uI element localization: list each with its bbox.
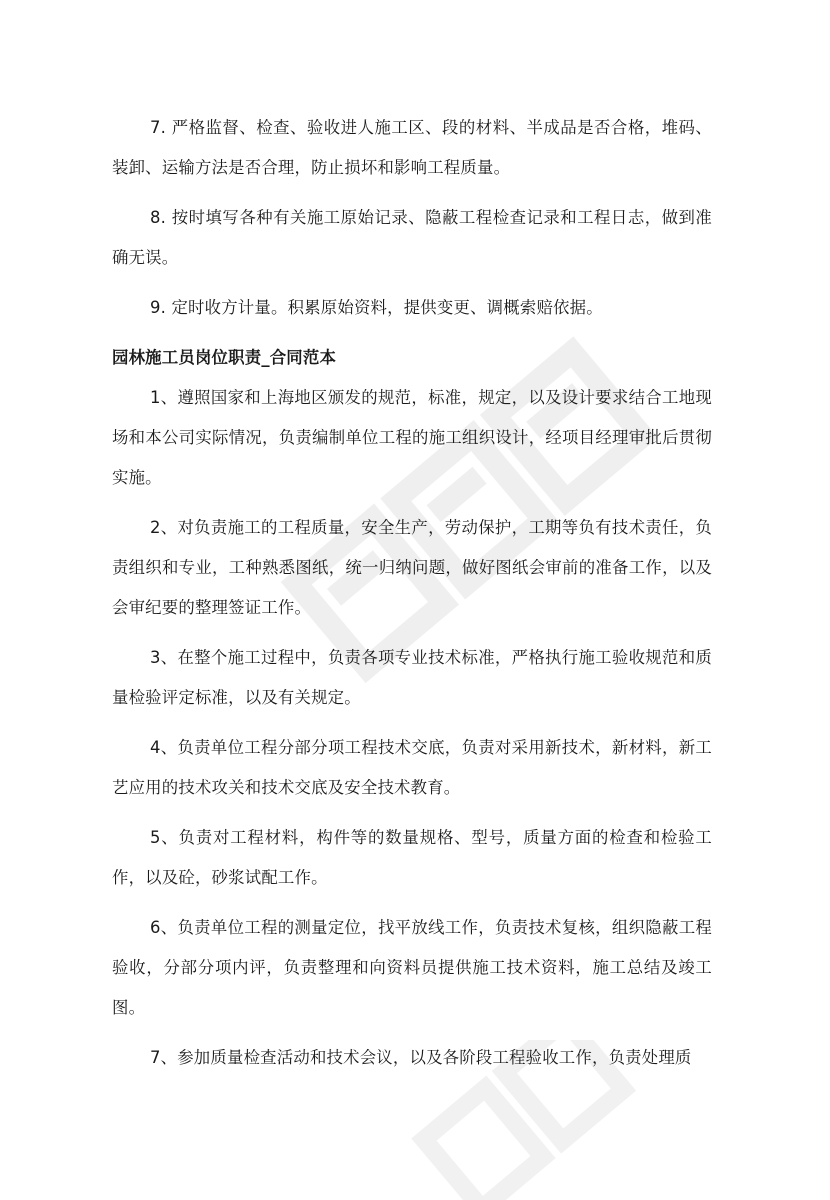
paragraph-item-7: 7. 严格监督、检查、验收进人施工区、段的材料、半成品是否合格，堆码、装卸、运输方法是否合理，防止损坏和影响工程质量。 <box>112 118 712 177</box>
duty-item-6: 6、负责单位工程的测量定位，找平放线工作，负责技术复核，组织隐蔽工程验收，分部分项内评，负责整理和向资料员提供施工技术资料，施工总结及竣工图。 <box>112 918 712 1017</box>
duty-item-7: 7、参加质量检查活动和技术会议，以及各阶段工程验收工作，负责处理质 <box>150 1048 692 1067</box>
section-title: 园林施工员岗位职责_合同范本 <box>112 348 337 367</box>
duty-item-2: 2、对负责施工的工程质量，安全生产，劳动保护，工期等负有技术责任，负责组织和专业，工种熟悉图纸，统一归纳问题，做好图纸会审前的准备工作，以及会审纪要的整理签证工作。 <box>112 518 712 617</box>
paragraph-item-9: 9. 定时收方计量。积累原始资料，提供变更、调概索赔依据。 <box>150 298 603 317</box>
duty-item-3: 3、在整个施工过程中，负责各项专业技术标准，严格执行施工验收规范和质量检验评定标准，以及有关规定。 <box>112 648 712 707</box>
paragraph-item-8: 8. 按时填写各种有关施工原始记录、隐蔽工程检查记录和工程日志，做到准确无误。 <box>112 208 712 267</box>
duty-item-5: 5、负责对工程材料，构件等的数量规格、型号，质量方面的检查和检验工作，以及砼，砂浆试配工作。 <box>112 828 712 887</box>
duty-item-1: 1、遵照国家和上海地区颁发的规范，标准，规定，以及设计要求结合工地现场和本公司实际情况，负责编制单位工程的施工组织设计，经项目经理审批后贯彻实施。 <box>112 388 712 487</box>
duty-item-4: 4、负责单位工程分部分项工程技术交底，负责对采用新技术，新材料，新工艺应用的技术攻关和技术交底及安全技术教育。 <box>112 738 712 797</box>
document-body <box>112 108 712 1078</box>
